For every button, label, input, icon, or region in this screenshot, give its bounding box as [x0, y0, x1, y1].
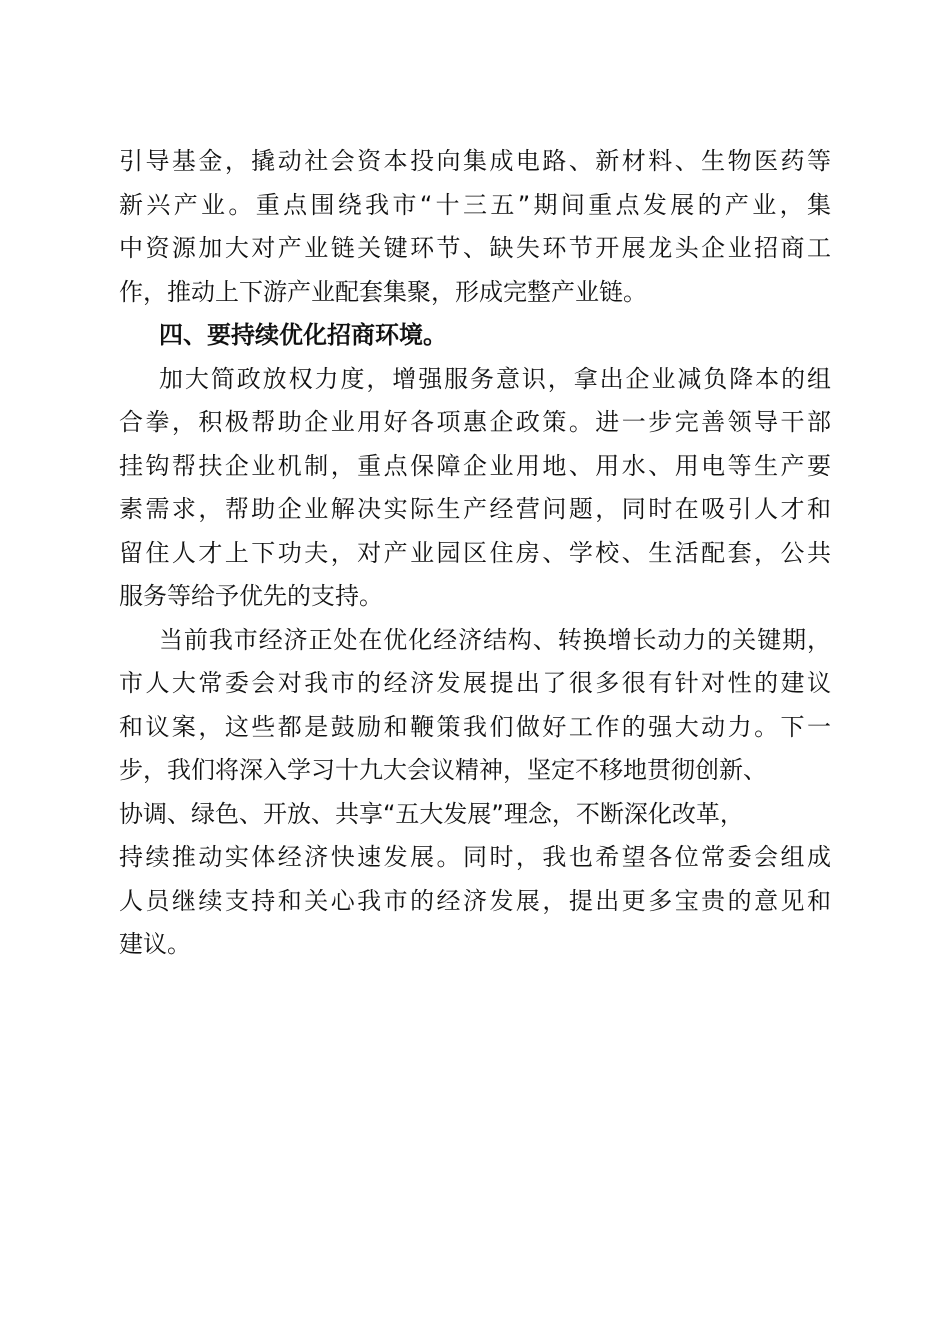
paragraph-environment — [119, 358, 831, 619]
text-line: 协调、绿色、开放、共享“五大发展”理念，不断深化改革， — [119, 799, 744, 828]
text-line: 加大简政放权力度，增强服务意识，拿出企业减负降本的组 — [159, 364, 831, 393]
text-line: 步，我们将深入学习十九大会议精神，坚定不移地贯彻创新、 — [119, 756, 767, 784]
text-line: 中资源加大对产业链关键环节、缺失环节开展龙头企业招商工 — [119, 234, 831, 262]
text-line: 素需求，帮助企业解决实际生产经营问题，同时在吸引人才和 — [119, 495, 831, 523]
document-body — [119, 140, 831, 967]
paragraph-continued — [119, 140, 831, 314]
text-line: 持续推动实体经济快速发展。同时，我也希望各位常委会组成 — [119, 843, 831, 871]
section-heading: 四、要持续优化招商环境。 — [159, 321, 447, 349]
text-line: 挂钩帮扶企业机制，重点保障企业用地、用水、用电等生产要 — [119, 451, 831, 480]
text-line: 建议。 — [119, 930, 191, 958]
text-line: 作，推动上下游产业配套集聚，形成完整产业链。 — [119, 277, 647, 306]
text-line: 留住人才上下功夫，对产业园区住房、学校、生活配套，公共 — [119, 538, 831, 567]
text-line: 合拳，积极帮助企业用好各项惠企政策。进一步完善领导干部 — [119, 408, 831, 436]
text-line: 市人大常委会对我市的经济发展提出了很多很有针对性的建议 — [119, 669, 831, 697]
text-line: 当前我市经济正处在优化经济结构、转换增长动力的关键期， — [159, 625, 831, 654]
text-line: 和议案，这些都是鼓励和鞭策我们做好工作的强大动力。下一 — [119, 712, 831, 741]
text-line: 服务等给予优先的支持。 — [119, 582, 383, 610]
text-line: 新兴产业。重点围绕我市“十三五”期间重点发展的产业，集 — [119, 190, 831, 219]
text-line: 引导基金，撬动社会资本投向集成电路、新材料、生物医药等 — [119, 147, 831, 175]
text-line: 人员继续支持和关心我市的经济发展，提出更多宝贵的意见和 — [119, 886, 831, 915]
paragraph-closing — [119, 619, 831, 967]
